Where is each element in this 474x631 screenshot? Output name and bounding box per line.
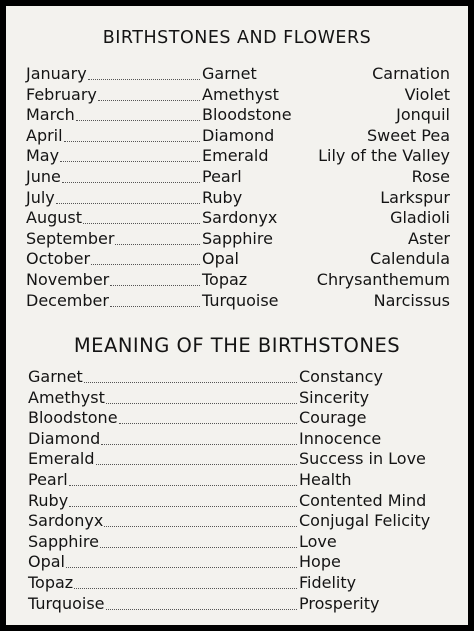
month-label: July xyxy=(26,187,55,207)
stone-label: Pearl xyxy=(28,470,68,489)
birthstone-row xyxy=(6,64,468,84)
dotted-leader xyxy=(115,244,200,245)
meaning-row xyxy=(6,491,468,511)
dotted-leader xyxy=(62,182,200,183)
dotted-leader xyxy=(98,100,200,101)
month-label: March xyxy=(26,105,75,125)
flower-label: Carnation xyxy=(372,64,450,83)
stone-label: Pearl xyxy=(202,167,242,186)
month-label: January xyxy=(26,64,87,83)
meaning-label: Love xyxy=(299,531,337,551)
dotted-leader xyxy=(66,567,297,568)
birthstone-row xyxy=(6,85,468,105)
dotted-leader xyxy=(119,423,297,424)
dotted-leader xyxy=(110,285,200,286)
stone-label: Bloodstone xyxy=(28,408,118,428)
birthstone-row xyxy=(6,229,468,249)
stone-label: Ruby xyxy=(28,490,69,510)
stone-label: Emerald xyxy=(28,449,95,469)
dotted-leader xyxy=(106,609,297,610)
meaning-label: Sincerity xyxy=(299,387,370,407)
dotted-leader xyxy=(91,264,200,265)
page xyxy=(6,6,468,625)
dotted-leader xyxy=(60,161,200,162)
dotted-leader xyxy=(74,588,297,589)
month-label: September xyxy=(26,228,115,248)
dotted-leader xyxy=(96,464,297,465)
stone-label: Emerald xyxy=(202,146,269,166)
meaning-label: Prosperity xyxy=(299,593,380,613)
month-label: August xyxy=(26,208,82,228)
dotted-leader xyxy=(106,403,297,404)
stone-label: Ruby xyxy=(202,187,243,207)
dotted-leader xyxy=(101,444,297,445)
dotted-leader xyxy=(76,120,200,121)
flower-label: Sweet Pea xyxy=(366,125,450,145)
meaning-row xyxy=(6,470,468,490)
meaning-row xyxy=(6,429,468,449)
birthstones-title: BIRTHSTONES AND FLOWERS xyxy=(102,28,372,48)
flower-label: Narcissus xyxy=(373,290,450,310)
meaning-row xyxy=(6,532,468,552)
birthstone-row xyxy=(6,188,468,208)
month-label: October xyxy=(26,249,91,269)
meaning-row xyxy=(6,552,468,572)
flower-label: Larkspur xyxy=(380,187,450,207)
meaning-label: Constancy xyxy=(299,367,383,386)
dotted-leader xyxy=(104,526,297,527)
month-label: February xyxy=(26,84,97,104)
flower-label: Aster xyxy=(408,228,450,248)
stone-label: Opal xyxy=(28,552,65,572)
stone-label: Sardonyx xyxy=(28,511,104,531)
stone-label: Turquoise xyxy=(28,593,105,613)
meaning-label: Hope xyxy=(299,552,341,572)
flower-label: Chrysanthemum xyxy=(316,270,450,289)
stone-label: Turquoise xyxy=(202,290,279,310)
dotted-leader xyxy=(69,506,297,507)
meaning-row xyxy=(6,594,468,614)
meanings-title: MEANING OF THE BIRTHSTONES xyxy=(73,334,401,357)
dotted-leader xyxy=(84,382,297,383)
month-label: November xyxy=(26,270,110,289)
stone-label: Topaz xyxy=(28,573,74,592)
meaning-label: Courage xyxy=(299,408,367,428)
dotted-leader xyxy=(69,485,297,486)
flower-label: Lily of the Valley xyxy=(318,146,450,166)
birthstone-row xyxy=(6,167,468,187)
stone-label: Amethyst xyxy=(202,84,279,104)
meaning-label: Contented Mind xyxy=(299,490,427,510)
meaning-label: Success in Love xyxy=(299,449,426,469)
flower-label: Jonquil xyxy=(396,105,450,125)
meaning-row xyxy=(6,573,468,593)
dotted-leader xyxy=(83,223,200,224)
stone-label: Diamond xyxy=(28,428,101,448)
dotted-leader xyxy=(100,547,297,548)
flower-label: Calendula xyxy=(370,249,450,269)
stone-label: Sardonyx xyxy=(202,208,278,228)
month-label: December xyxy=(26,290,109,310)
month-label: May xyxy=(26,146,60,166)
birthstone-row xyxy=(6,249,468,269)
birthstone-row xyxy=(6,208,468,228)
birthstone-row xyxy=(6,126,468,146)
stone-label: Sapphire xyxy=(28,531,99,551)
meaning-label: Fidelity xyxy=(299,573,357,592)
meaning-row xyxy=(6,388,468,408)
meaning-row xyxy=(6,449,468,469)
meaning-row xyxy=(6,408,468,428)
meaning-label: Innocence xyxy=(299,428,382,448)
dotted-leader xyxy=(64,141,200,142)
birthstone-row xyxy=(6,270,468,290)
stone-label: Opal xyxy=(202,249,239,269)
meaning-row xyxy=(6,367,468,387)
stone-label: Garnet xyxy=(202,64,257,83)
stone-label: Garnet xyxy=(28,367,83,386)
dotted-leader xyxy=(88,79,200,80)
meaning-label: Health xyxy=(299,470,352,489)
stone-label: Sapphire xyxy=(202,228,273,248)
meaning-label: Conjugal Felicity xyxy=(299,511,431,531)
birthstone-row xyxy=(6,146,468,166)
flower-label: Gladioli xyxy=(390,208,450,228)
flower-label: Rose xyxy=(411,167,450,186)
stone-label: Bloodstone xyxy=(202,105,292,125)
dotted-leader xyxy=(110,306,200,307)
stone-label: Diamond xyxy=(202,125,275,145)
stone-label: Amethyst xyxy=(28,387,105,407)
stone-label: Topaz xyxy=(202,270,248,289)
birthstone-row xyxy=(6,291,468,311)
birthstone-row xyxy=(6,105,468,125)
dotted-leader xyxy=(56,203,200,204)
month-label: June xyxy=(26,167,61,186)
month-label: April xyxy=(26,125,63,145)
flower-label: Violet xyxy=(404,84,450,104)
meaning-row xyxy=(6,511,468,531)
